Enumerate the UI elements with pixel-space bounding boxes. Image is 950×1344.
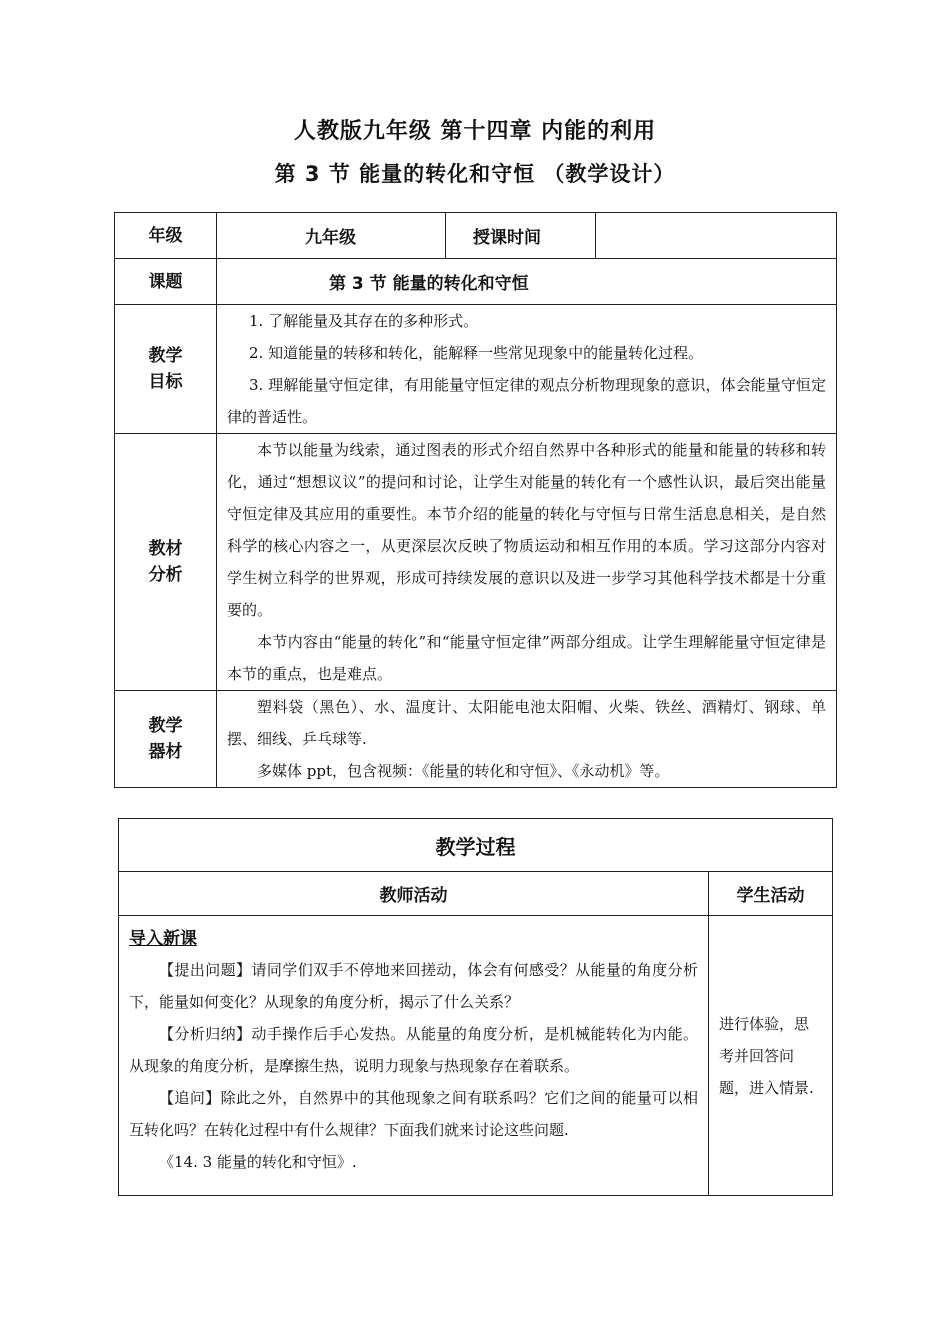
student-activity-header: 学生活动 <box>709 872 833 916</box>
teacher-activity-cell <box>119 916 709 1196</box>
goal-item: 1. 了解能量及其存在的多种形式。 <box>249 312 479 330</box>
analysis-row <box>115 434 837 691</box>
materials-content <box>217 691 837 788</box>
topic-label: 课题 <box>115 259 217 305</box>
topic-row <box>115 259 837 305</box>
teacher-paragraph: 【分析归纳】动手操作后手心发热。从能量的角度分析，是机械能转化为内能。从现象的角度分析，是摩擦生热，说明力现象与热现象存在着联系。 <box>129 1025 698 1075</box>
grade-value: 九年级 <box>217 213 446 259</box>
goal-item: 2. 知道能量的转移和转化，能解释一些常见现象中的能量转化过程。 <box>249 344 704 362</box>
analysis-label-text: 教材分析 <box>148 539 183 585</box>
goals-label <box>115 305 217 434</box>
goal-item: 3. 理解能量守恒定律，有用能量守恒定律的观点分析物理现象的意识，体会能量守恒定律的普适性。 <box>227 376 826 426</box>
goals-label-text: 教学目标 <box>148 346 183 392</box>
time-label: 授课时间 <box>446 213 596 259</box>
process-title: 教学过程 <box>119 819 833 872</box>
materials-label-text: 教学器材 <box>148 716 183 762</box>
document-subtitle: 第 3 节 能量的转化和守恒 （教学设计） <box>274 162 676 186</box>
materials-paragraph: 多媒体 ppt，包含视频：《能量的转化和守恒》、《永动机》等。 <box>257 762 670 780</box>
analysis-paragraph: 本节以能量为线索，通过图表的形式介绍自然界中各种形式的能量和能量的转移和转化，通过“想想议议”的提问和讨论，让学生对能量的转化有一个感性认识，最后突出能量守恒定律及其应用的重要性。本节介绍的能量的转化与守恒与日常生活息息相关，是自然科学的核心内容之一，从更深层次反映了物质运动和相互作用的本质。学习这部分内容对学生树立科学的世界观，形成可持续发展的意识以及进一步学习其他科学技术都是十分重要的。 <box>227 441 826 619</box>
analysis-label <box>115 434 217 691</box>
grade-row <box>115 213 837 259</box>
materials-label <box>115 691 217 788</box>
teaching-process-table <box>118 818 833 1196</box>
teacher-activity-header: 教师活动 <box>119 872 709 916</box>
process-row-intro <box>119 916 833 1196</box>
document-title: 人教版九年级 第十四章 内能的利用 <box>293 119 657 144</box>
materials-paragraph: 塑料袋（黑色）、水、温度计、太阳能电池太阳帽、火柴、铁丝、酒精灯、钢球、单摆、细线、乒乓球等. <box>227 698 826 748</box>
teacher-paragraph: 【提出问题】请同学们双手不停地来回搓动，体会有何感受？从能量的角度分析下，能量如何变化？从现象的角度分析，揭示了什么关系？ <box>129 961 698 1011</box>
student-activity-cell: 进行体验，思考并回答问题，进入情景. <box>709 916 833 1196</box>
analysis-paragraph: 本节内容由“能量的转化”和“能量守恒定律”两部分组成。让学生理解能量守恒定律是本节的重点，也是难点。 <box>227 633 826 683</box>
goals-row <box>115 305 837 434</box>
analysis-content <box>217 434 837 691</box>
process-header-row <box>119 872 833 916</box>
intro-heading: 导入新课 <box>129 929 197 949</box>
teacher-paragraph: 《14. 3 能量的转化和守恒》. <box>159 1153 357 1171</box>
topic-value: 第 3 节 能量的转化和守恒 <box>217 259 837 305</box>
teacher-paragraph: 【追问】除此之外，自然界中的其他现象之间有联系吗？它们之间的能量可以相互转化吗？在转化过程中有什么规律？下面我们就来讨论这些问题. <box>129 1089 698 1139</box>
lesson-info-table <box>114 212 837 788</box>
materials-row <box>115 691 837 788</box>
grade-label: 年级 <box>115 213 217 259</box>
goals-content <box>217 305 837 434</box>
time-value[interactable] <box>596 213 837 259</box>
process-title-row <box>119 819 833 872</box>
